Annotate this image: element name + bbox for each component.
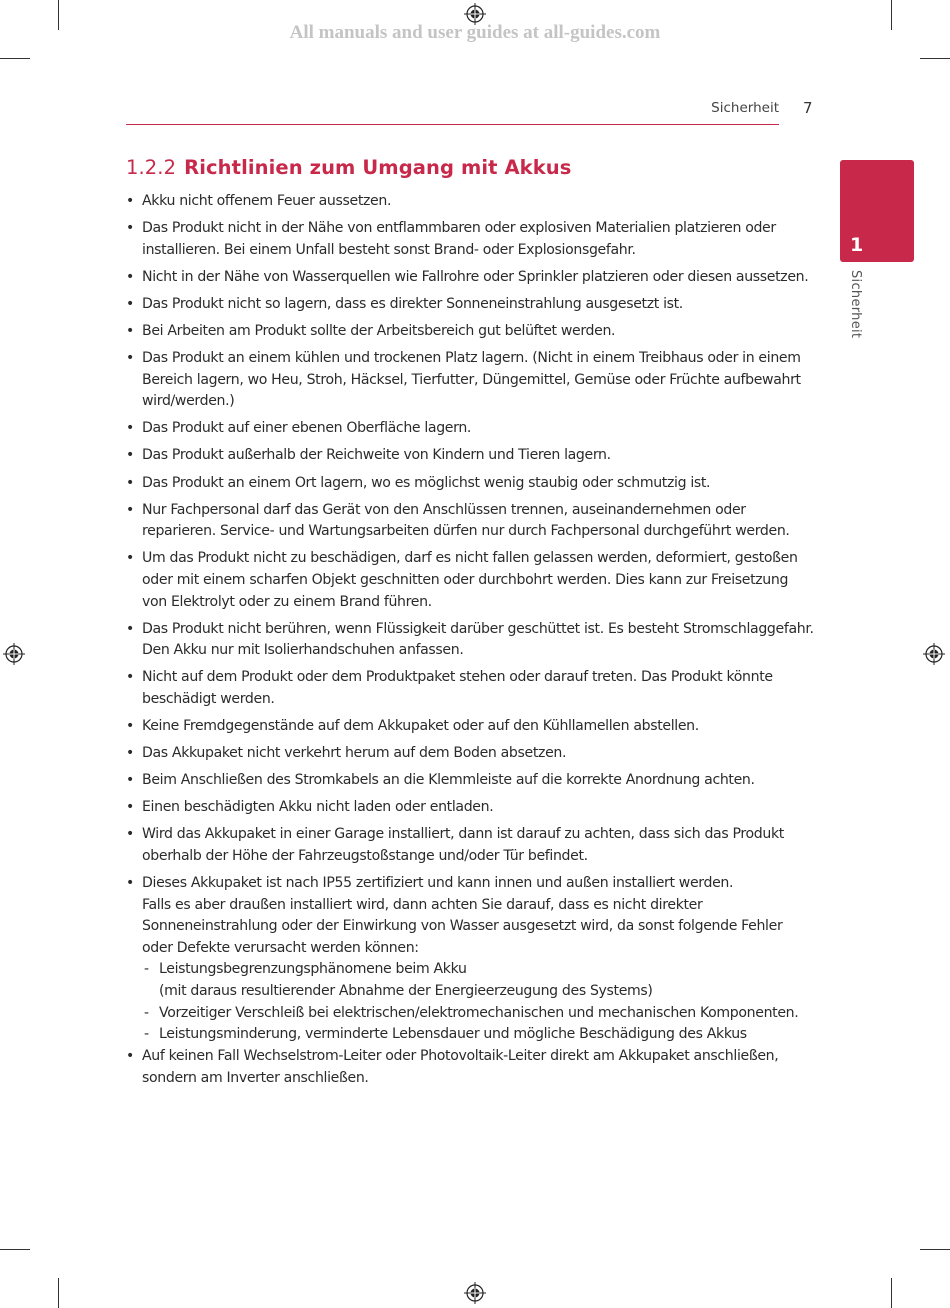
list-item: • Wird das Akkupaket in einer Garage installiert, dann ist darauf zu achten, dass sich das Produkt oberhalb der Höhe der Fahrzeugstoßstange und/oder Tür befindet. bbox=[126, 824, 816, 867]
list-item: • Keine Fremdgegenstände auf dem Akkupaket oder auf den Kühllamellen abstellen. bbox=[126, 716, 816, 738]
list-item: • Nicht auf dem Produkt oder dem Produktpaket stehen oder darauf treten. Das Produkt könnte beschädigt werden. bbox=[126, 667, 816, 710]
crop-mark bbox=[920, 1249, 950, 1250]
list-item: • Das Produkt nicht so lagern, dass es direkter Sonneneinstrahlung ausgesetzt ist. bbox=[126, 294, 816, 316]
list-item: • Das Produkt nicht in der Nähe von entflammbaren oder explosiven Materialien platzieren oder installieren. Bei einem Unfall besteht sonst Brand- oder Explosionsgefahr. bbox=[126, 218, 816, 261]
safety-list bbox=[126, 191, 816, 1089]
list-item: • Nur Fachpersonal darf das Gerät von den Anschlüssen trennen, auseinandernehmen oder reparieren. Service- und Wartungsarbeiten dürfen nur durch Fachpersonal durchgeführt werden. bbox=[126, 500, 816, 543]
crop-mark bbox=[891, 1278, 892, 1308]
crop-mark bbox=[920, 58, 950, 59]
list-item: • Auf keinen Fall Wechselstrom-Leiter oder Photovoltaik-Leiter direkt am Akkupaket anschließen, sondern am Inverter anschließen. bbox=[126, 1046, 816, 1089]
list-item: • Das Produkt nicht berühren, wenn Flüssigkeit darüber geschüttet ist. Es besteht Stromschlaggefahr. Den Akku nur mit Isolierhandschuhen anfassen. bbox=[126, 619, 816, 662]
chapter-label: Sicherheit bbox=[848, 270, 863, 339]
ip55-line-2: Falls es aber draußen installiert wird, dann achten Sie darauf, dass es nicht direkter Sonneneinstrahlung oder der Einwirkung von Wasser ausgesetzt wird, da sonst folgende Fehler oder Defekte verursacht werden können: bbox=[142, 896, 783, 956]
list-item: • Das Produkt an einem kühlen und trockenen Platz lagern. (Nicht in einem Treibhaus oder in einem Bereich lagern, wo Heu, Stroh, Häcksel, Tierfutter, Düngemittel, Gemüse oder Früchte aufbewahrt wird/werden.) bbox=[126, 348, 816, 413]
sublist-item-text: Leistungsbegrenzungsphänomene beim Akku bbox=[159, 961, 467, 978]
chapter-tab bbox=[840, 160, 914, 262]
sublist-item: - Leistungsminderung, verminderte Lebensdauer und mögliche Beschädigung des Akkus bbox=[142, 1024, 816, 1046]
list-item: • Einen beschädigten Akku nicht laden oder entladen. bbox=[126, 797, 816, 819]
list-item: • Das Produkt auf einer ebenen Oberfläche lagern. bbox=[126, 418, 816, 440]
list-item: • Bei Arbeiten am Produkt sollte der Arbeitsbereich gut belüftet werden. bbox=[126, 321, 816, 343]
list-item: • Um das Produkt nicht zu beschädigen, darf es nicht fallen gelassen werden, deformiert, gestoßen oder mit einem scharfen Objekt geschnitten oder durchbohrt werden. Dies kann zur Freisetzung von Elektrolyt oder zu einem Brand führen. bbox=[126, 548, 816, 613]
crop-mark bbox=[0, 1249, 30, 1250]
ip55-line-1: • Dieses Akkupaket ist nach IP55 zertifiziert und kann innen und außen installiert werden. bbox=[142, 875, 734, 892]
crop-mark bbox=[58, 1278, 59, 1308]
list-item: • Nicht in der Nähe von Wasserquellen wie Fallrohre oder Sprinkler platzieren oder diesen aussetzen. bbox=[126, 267, 816, 289]
sublist-item bbox=[142, 959, 816, 1002]
header-rule bbox=[126, 124, 779, 125]
list-item: • Das Produkt außerhalb der Reichweite von Kindern und Tieren lagern. bbox=[126, 445, 816, 467]
crop-mark bbox=[0, 58, 30, 59]
list-item: • Akku nicht offenem Feuer aussetzen. bbox=[126, 191, 816, 213]
section-title: Richtlinien zum Umgang mit Akkus bbox=[184, 156, 572, 179]
chapter-number: 1 bbox=[850, 234, 864, 256]
sublist-item: - Vorzeitiger Verschleiß bei elektrischen/elektromechanischen und mechanischen Komponenten. bbox=[142, 1003, 816, 1025]
list-item: • Das Akkupaket nicht verkehrt herum auf dem Boden absetzen. bbox=[126, 743, 816, 765]
list-item: • Das Produkt an einem Ort lagern, wo es möglichst wenig staubig oder schmutzig ist. bbox=[126, 473, 816, 495]
content-area bbox=[126, 191, 816, 1095]
section-heading bbox=[126, 156, 572, 179]
registration-mark-icon bbox=[464, 1282, 486, 1304]
registration-mark-icon bbox=[3, 643, 25, 665]
list-item: • Beim Anschließen des Stromkabels an die Klemmleiste auf die korrekte Anordnung achten. bbox=[126, 770, 816, 792]
page-number: 7 bbox=[803, 99, 813, 117]
watermark-text: All manuals and user guides at all-guides.com bbox=[289, 22, 661, 43]
registration-mark-icon bbox=[923, 643, 945, 665]
sublist-item-note: (mit daraus resultierender Abnahme der Energieerzeugung des Systems) bbox=[159, 983, 653, 999]
running-head: Sicherheit bbox=[711, 100, 779, 116]
list-item-ip55 bbox=[126, 873, 816, 1046]
section-number: 1.2.2 bbox=[126, 156, 177, 179]
defect-sublist bbox=[142, 959, 816, 1045]
